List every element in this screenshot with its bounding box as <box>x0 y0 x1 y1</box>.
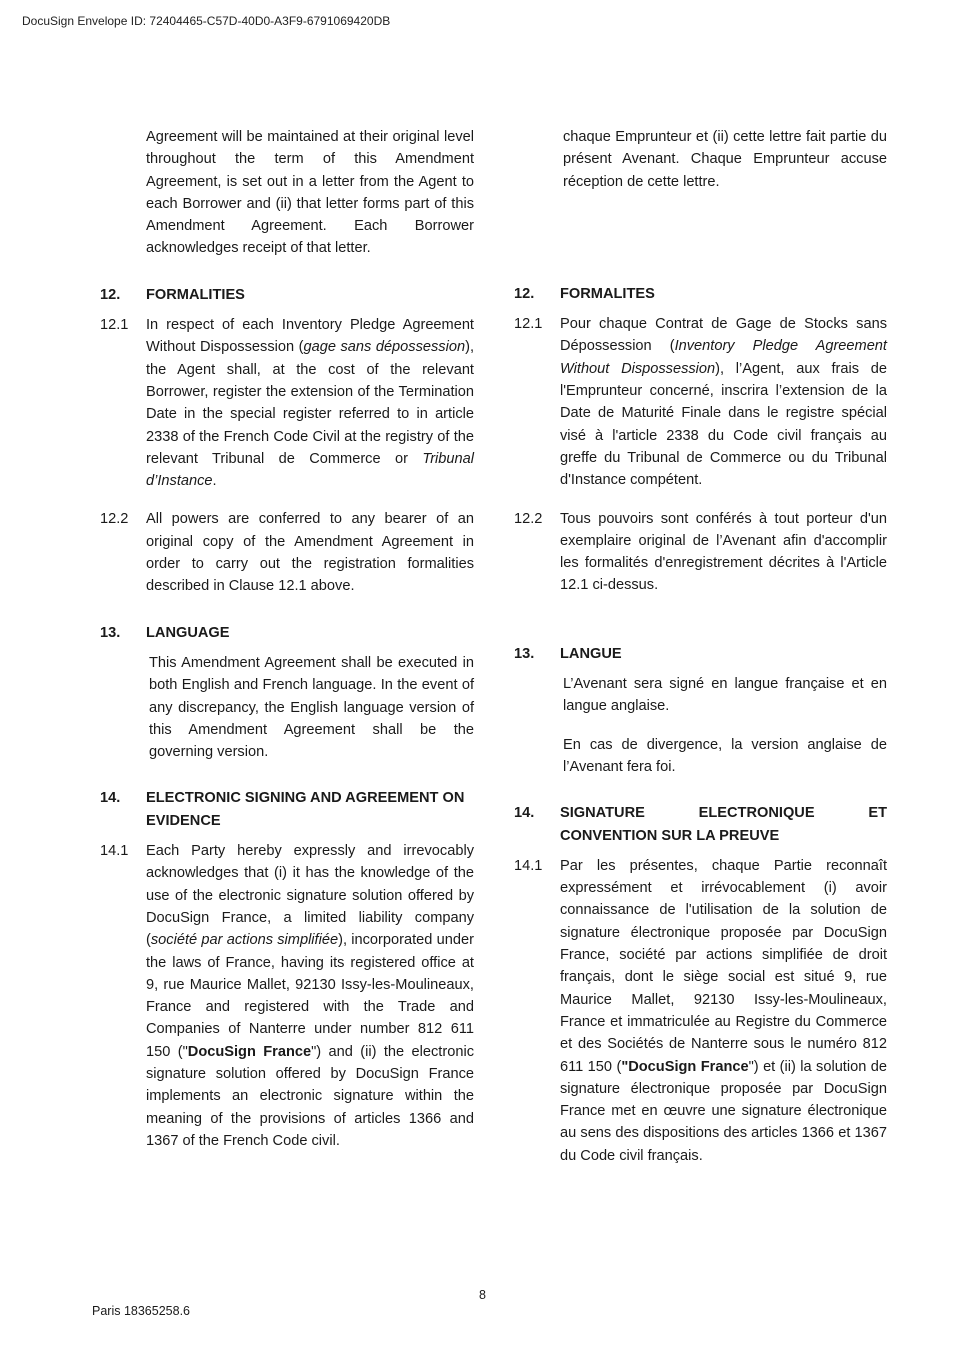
english-column <box>100 126 474 1152</box>
section-title: SIGNATURE ELECTRONIQUE ET CONVENTION SUR LA PREUVE <box>560 805 887 844</box>
section-number: 14. <box>514 805 535 822</box>
clause-number: 12.2 <box>514 510 543 527</box>
clause-number: 14.1 <box>100 843 129 860</box>
section-number: 12. <box>100 286 121 303</box>
french-clause-12-2 <box>514 508 887 597</box>
french-language-p1: L’Avenant sera signé en langue française et en langue anglaise. <box>563 676 887 715</box>
section-number: 13. <box>514 645 535 662</box>
page-number: 8 <box>479 1288 486 1302</box>
envelope-id: DocuSign Envelope ID: 72404465-C57D-40D0-A3F9-6791069420DB <box>22 14 391 28</box>
clause-text: Each Party hereby expressly and irrevocably acknowledges that (i) it has the knowledge of the use of the electronic signature solution offered by DocuSign France, a limited liability company (société par actions simplifiée), incorporated under the laws of France, having its registered office at 9, rue Maurice Mallet, 92130 Issy-les-Moulineaux, France and registered with the Trade and Companies of Nanterre under number 812 611 150 ("DocuSign France") and (ii) the electronic signature solution offered by DocuSign France implements an electronic signature within the meaning of the provisions of articles 1366 and 1367 of the French Code civil. <box>146 843 475 1149</box>
french-clause-12-1 <box>514 313 887 491</box>
english-intro-text: Agreement will be maintained at their original level throughout the term of this Amendment Agreement, is set out in a letter from the Agent to each Borrower and (ii) that letter forms part of this Amendment Agreement. Each Borrower acknowledges receipt of that letter. <box>146 129 474 257</box>
english-section-13-heading <box>100 622 474 644</box>
french-intro-text: chaque Emprunteur et (ii) cette lettre fait partie du présent Avenant. Chaque Emprunteur accuse réception de cette lettre. <box>563 129 887 190</box>
french-section-14-heading <box>514 802 887 847</box>
english-clause-12-2 <box>100 508 474 597</box>
section-title: LANGUAGE <box>146 624 230 641</box>
clause-text: In respect of each Inventory Pledge Agreement Without Dispossession (gage sans dépossession), the Agent shall, at the cost of the relevant Borrower, register the extension of the Termination Date in the special register referred to in article 2338 of the French Code Civil at the registry of the relevant Tribunal de Commerce or Tribunal d’Instance. <box>146 317 474 490</box>
english-section-14-heading <box>100 787 474 832</box>
french-column <box>514 126 887 1167</box>
clause-text: Tous pouvoirs sont conférés à tout porteur d'un exemplaire original de l’Avenant afin d'accomplir les formalités d'enregistrement décrites à l'Article 12.1 ci-dessus. <box>560 510 887 594</box>
clause-number: 12.1 <box>100 317 129 334</box>
section-number: 12. <box>514 285 535 302</box>
clause-number: 12.1 <box>514 316 543 333</box>
french-section-12-heading <box>514 283 887 305</box>
section-number: 14. <box>100 790 121 807</box>
clause-number: 14.1 <box>514 857 543 874</box>
english-clause-14-1 <box>100 840 474 1152</box>
clause-text: Pour chaque Contrat de Gage de Stocks sans Dépossession (Inventory Pledge Agreement Without Dispossession), l’Agent, aux frais de l'Emprunteur concerné, inscrira l’extension de la Date de Maturité Finale dans le registre spécial visé à l'article 2338 du Code civil français au greffe du Tribunal de Commerce ou du Tribunal d'Instance compétent. <box>560 316 887 489</box>
english-section-12-heading <box>100 284 474 306</box>
document-reference: Paris 18365258.6 <box>92 1304 190 1318</box>
section-title: LANGUE <box>560 645 622 662</box>
french-section-13-heading <box>514 643 887 665</box>
french-language-p2: En cas de divergence, la version anglaise de l’Avenant fera foi. <box>563 736 887 775</box>
french-clause-14-1 <box>514 855 887 1167</box>
english-intro <box>100 126 474 260</box>
clause-text: All powers are conferred to any bearer of an original copy of the Amendment Agreement in order to carry out the registration formalities described in Clause 12.1 above. <box>146 511 474 595</box>
section-title: FORMALITIES <box>146 286 245 303</box>
section-title: FORMALITES <box>560 285 655 302</box>
english-language-text: This Amendment Agreement shall be executed in both English and French language. In the event of any discrepancy, the English language version of this Amendment Agreement shall be the governing version. <box>149 654 474 761</box>
section-title: ELECTRONIC SIGNING AND AGREEMENT ON EVIDENCE <box>146 790 465 829</box>
english-clause-12-1 <box>100 314 474 492</box>
french-intro <box>514 126 887 193</box>
clause-number: 12.2 <box>100 511 129 528</box>
section-number: 13. <box>100 624 121 641</box>
clause-text: Par les présentes, chaque Partie reconnaît expressément et irrévocablement (i) avoir connaissance de l'utilisation de la solution de signature électronique proposée par DocuSign France, société par actions simplifiée de droit français, dont le siège social est situé 9, rue Maurice Mallet, 92130 Issy-les-Moulineaux, France et immatriculée au Registre du Commerce et des Sociétés de Nanterre sous le numéro 812 611 150 ("DocuSign France") et (ii) la solution de signature électronique proposée par DocuSign France met en œuvre une signature électronique au sens des dispositions des articles 1366 et 1367 du Code civil français. <box>560 857 887 1164</box>
